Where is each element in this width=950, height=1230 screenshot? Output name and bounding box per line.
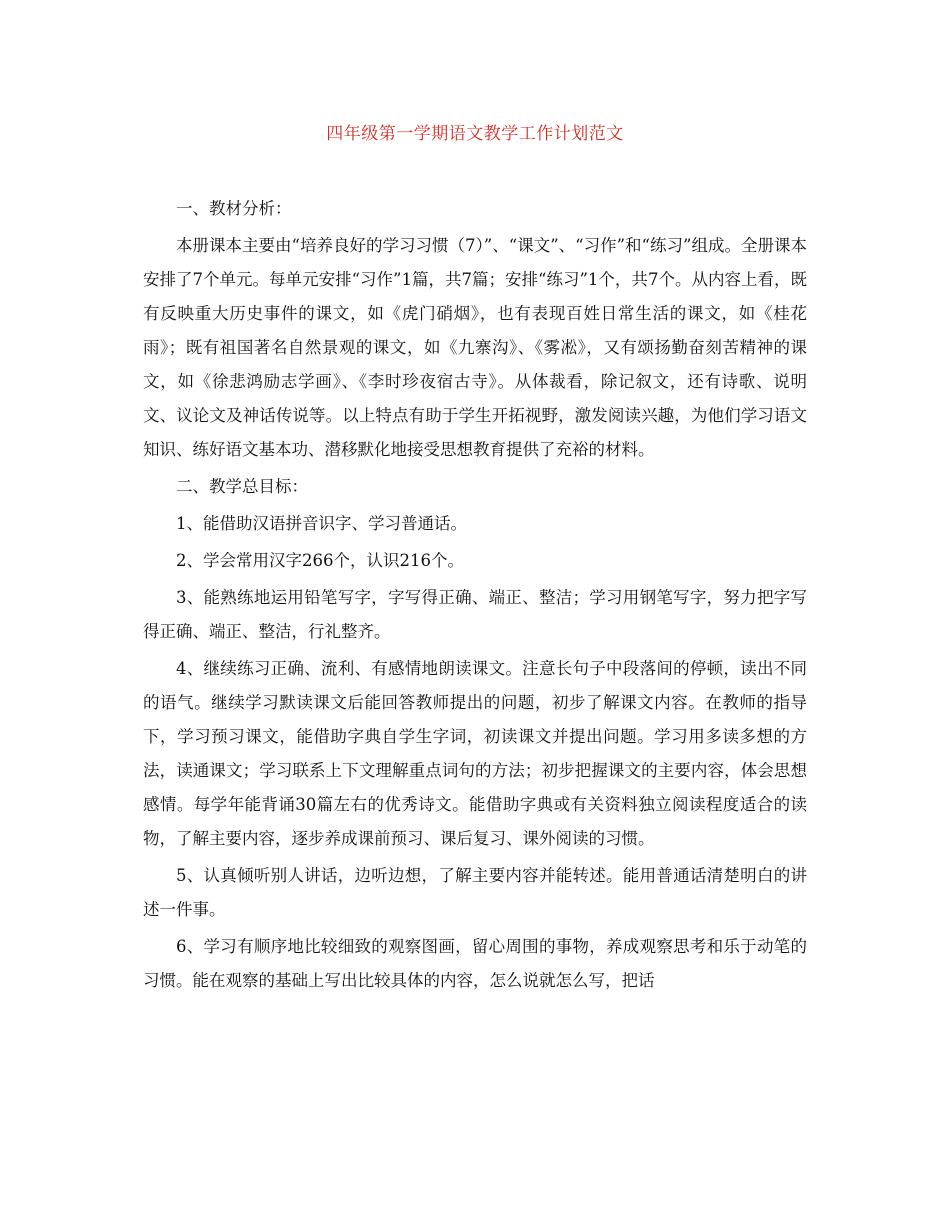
goal-item-5: 5、认真倾听别人讲话，边听边想，了解主要内容并能转述。能用普通话清楚明白的讲述一件事。	[143, 866, 807, 919]
goal-item-3: 3、能熟练地运用铅笔写字，字写得正确、端正、整洁；学习用钢笔写字，努力把字写得正确、端正、整洁，行礼整齐。	[143, 588, 807, 641]
section-heading-goals: 二、教学总目标：	[176, 477, 308, 496]
goal-item-2: 2、学会常用汉字266个，认识216个。	[176, 551, 464, 570]
section-heading-materials: 一、教材分析：	[176, 199, 292, 218]
document-body	[143, 192, 807, 1001]
goal-item-4: 4、继续练习正确、流利、有感情地朗读课文。注意长句子中段落间的停顿，读出不同的语气。继续学习默读课文后能回答教师提出的问题，初步了解课文内容。在教师的指导下，学习预习课文，能借助字典自学生字词，初读课文并提出问题。学习用多读多想的方法，读通课文；学习联系上下文理解重点词句的方法；初步把握课文的主要内容，体会思想感情。每学年能背诵30篇左右的优秀诗文。能借助字典或有关资料独立阅读程度适合的读物，了解主要内容，逐步养成课前预习、课后复习、课外阅读的习惯。	[143, 659, 807, 848]
goal-item-6: 6、学习有顺序地比较细致的观察图画，留心周围的事物，养成观察思考和乐于动笔的习惯。能在观察的基础上写出比较具体的内容，怎么说就怎么写，把话	[143, 937, 807, 990]
goal-item-1: 1、能借助汉语拼音识字、学习普通话。	[176, 514, 467, 533]
document-title: 四年级第一学期语文教学工作计划范文	[326, 124, 624, 144]
paragraph-materials-analysis: 本册课本主要由“培养良好的学习习惯（7）”、“课文”、“习作”和“练习”组成。全册课本安排了7个单元。每单元安排“习作”1篇，共7篇；安排“练习”1个，共7个。从内容上看，既有反映重大历史事件的课文，如《虎门硝烟》，也有表现百姓日常生活的课文，如《桂花雨》；既有祖国著名自然景观的课文，如《九寨沟》、《雾凇》，又有颂扬勤奋刻苦精神的课文，如《徐悲鸿励志学画》、《李时珍夜宿古寺》。从体裁看，除记叙文，还有诗歌、说明文、议论文及神话传说等。以上特点有助于学生开拓视野，激发阅读兴趣，为他们学习语文知识、练好语文基本功、潜移默化地接受思想教育提供了充裕的材料。	[143, 236, 807, 459]
